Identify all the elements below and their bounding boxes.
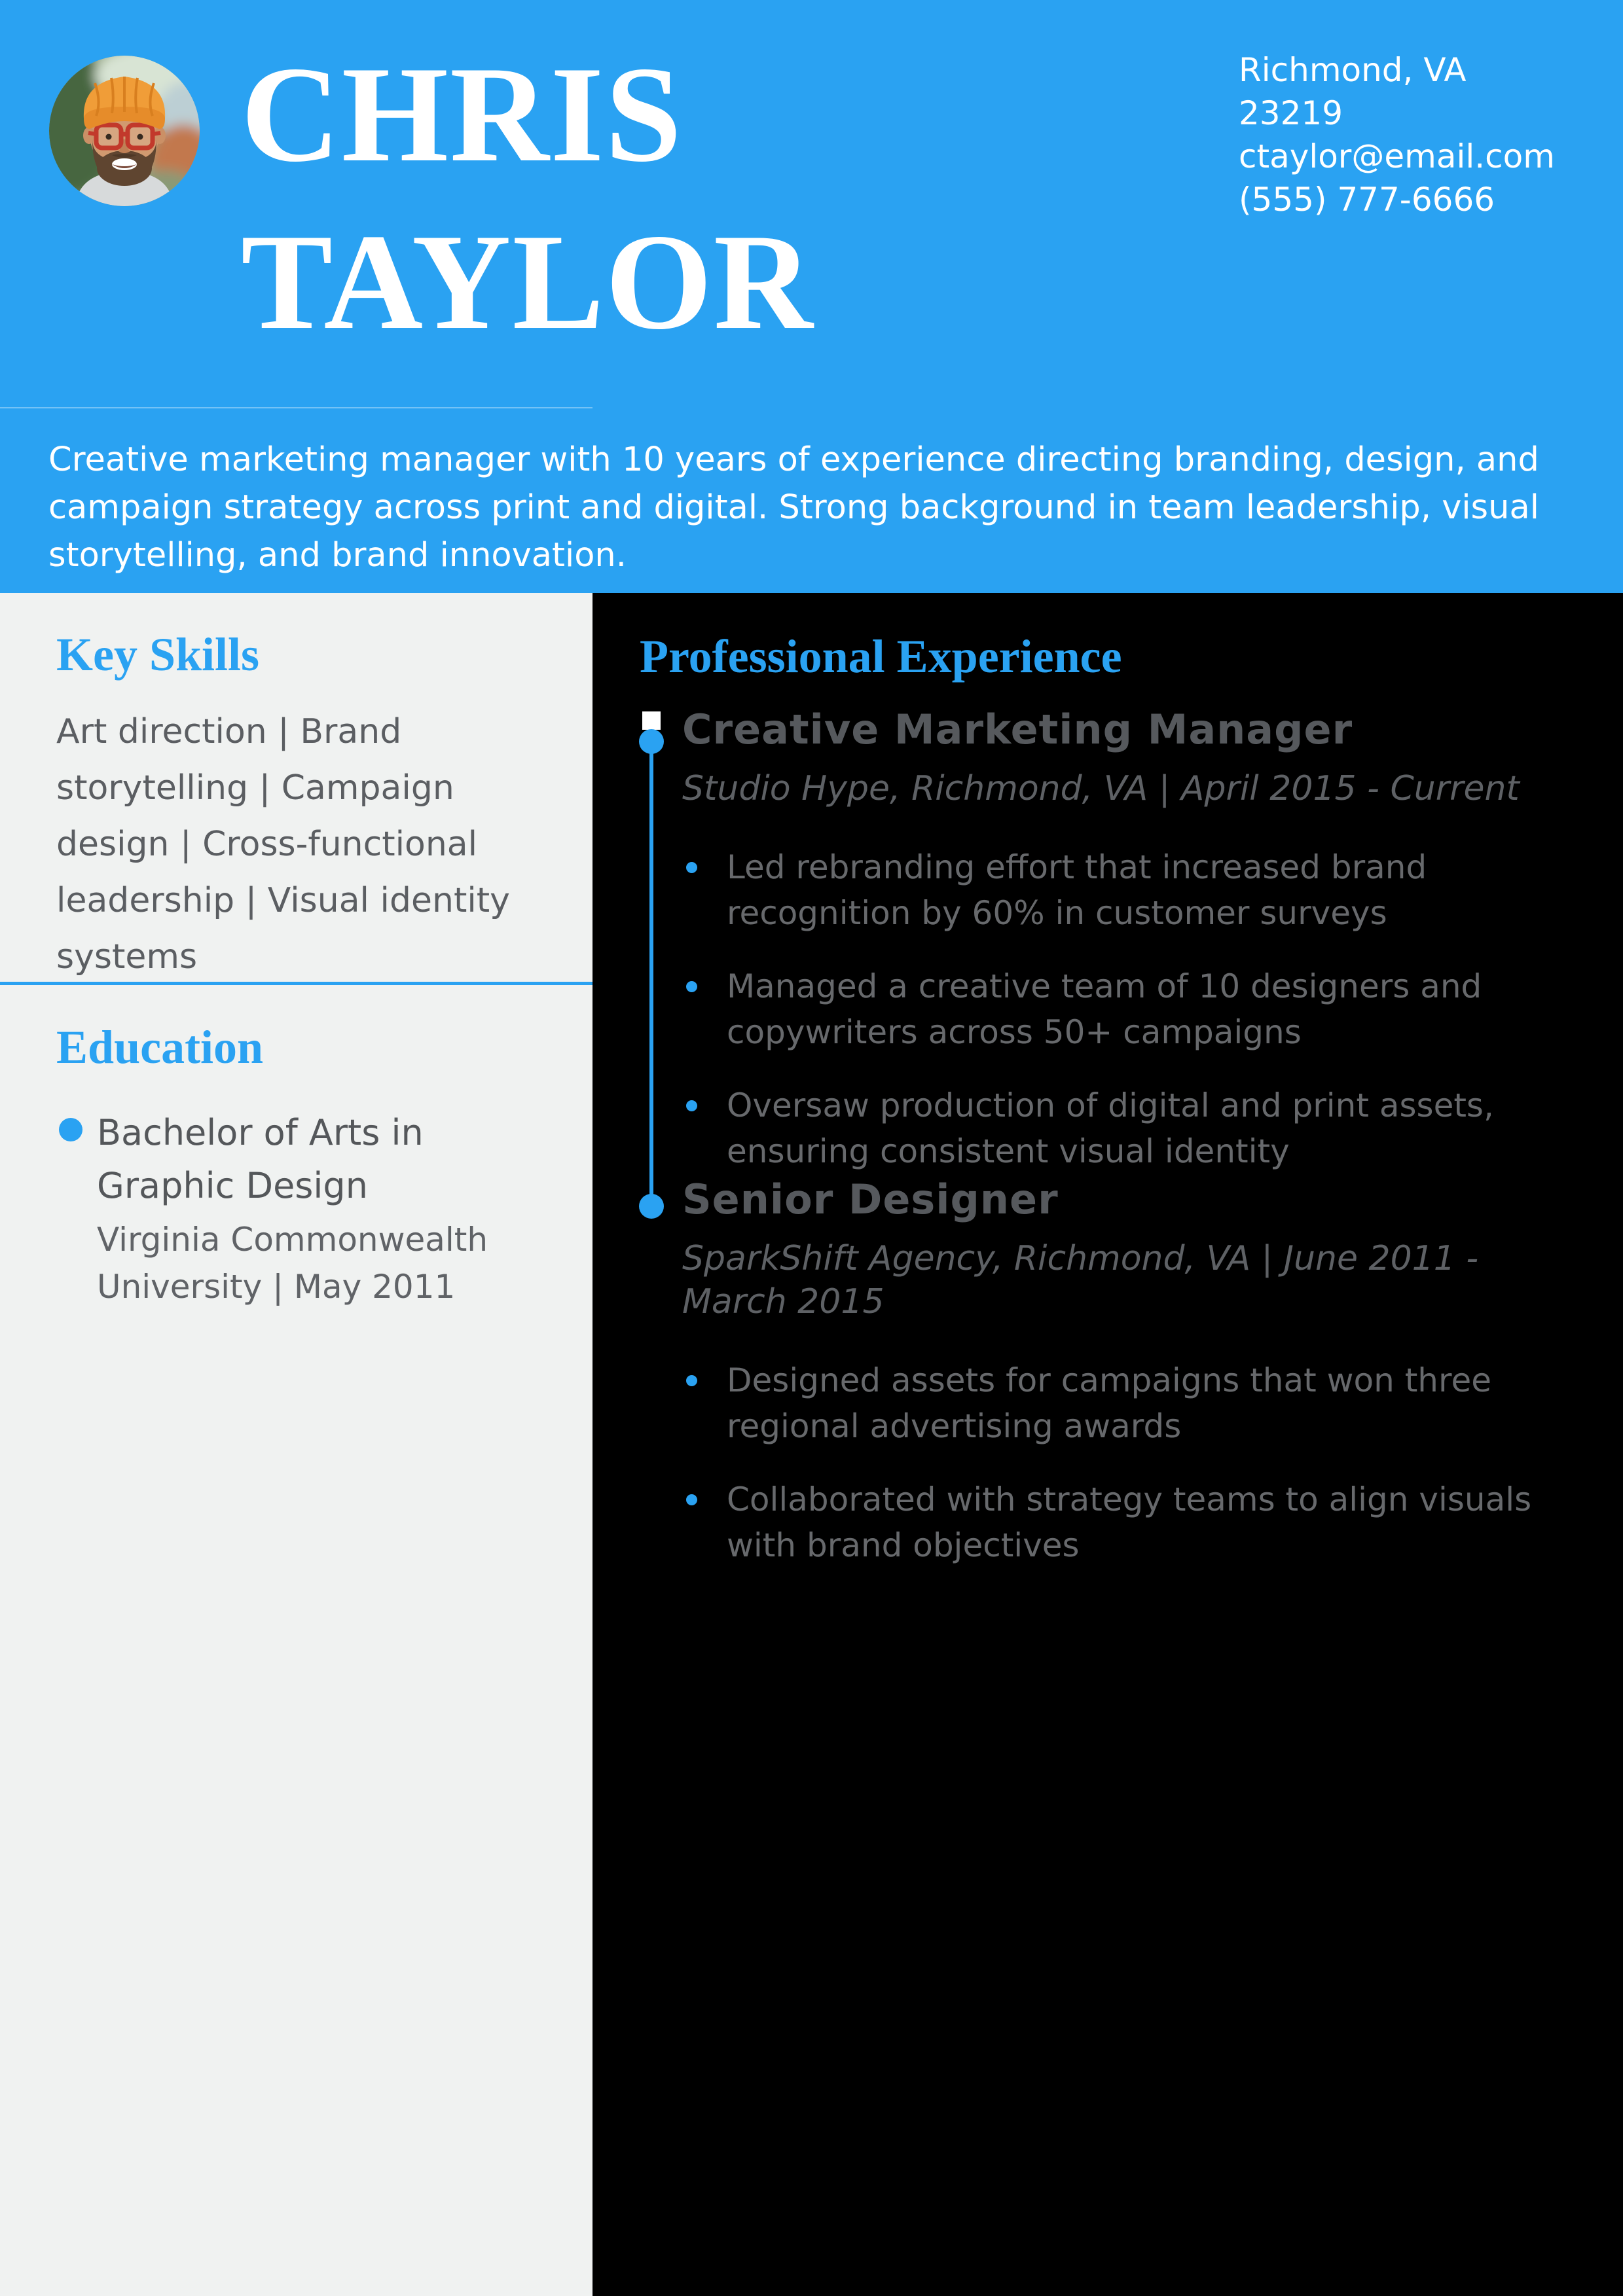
experience-heading: Professional Experience	[640, 630, 1122, 683]
education-institution: Virginia Commonwealth University | May 2011	[97, 1221, 488, 1306]
bullet-dot-icon	[686, 981, 697, 992]
timeline-line	[649, 742, 653, 1206]
job-title: Creative Marketing Manager	[682, 706, 1353, 753]
job-meta: SparkShift Agency, Richmond, VA | June 2011 - March 2015	[682, 1239, 1479, 1321]
bullet-dot-icon	[686, 862, 697, 873]
contact-block	[1239, 48, 1555, 221]
bullet-dot-icon	[686, 1494, 697, 1505]
education-degree: Bachelor of Arts in Graphic Design	[97, 1112, 424, 1206]
profile-photo	[49, 56, 200, 206]
contact-zip: 23219	[1239, 94, 1343, 132]
job-bullet	[682, 963, 1573, 1055]
bullet-dot-icon	[686, 1100, 697, 1111]
job-bullet	[682, 1357, 1573, 1449]
job-meta: Studio Hype, Richmond, VA | April 2015 - Current	[682, 769, 1520, 808]
key-skills-text: Art direction | Brand storytelling | Campaign design | Cross-functional leadership | Visual identity systems	[56, 712, 510, 977]
job-bullet-list	[682, 844, 1573, 1174]
job-bullet	[682, 844, 1573, 936]
candidate-last-name: TAYLOR	[241, 206, 814, 358]
header-divider	[0, 407, 593, 408]
job-bullet	[682, 1477, 1573, 1568]
job-bullet-text: Collaborated with strategy teams to align visuals with brand objectives	[727, 1480, 1532, 1564]
profile-photo-illustration	[49, 56, 200, 206]
job-bullet-text: Oversaw production of digital and print assets, ensuring consistent visual identity	[727, 1086, 1494, 1170]
job-title: Senior Designer	[682, 1175, 1059, 1223]
contact-email: ctaylor@email.com	[1239, 137, 1555, 175]
job-bullet-list	[682, 1357, 1573, 1568]
job-bullet-text: Designed assets for campaigns that won three regional advertising awards	[727, 1361, 1491, 1445]
job-entry	[682, 708, 1573, 1202]
candidate-name	[241, 31, 814, 366]
job-bullet-text: Led rebranding effort that increased brand recognition by 60% in customer surveys	[727, 848, 1427, 932]
candidate-first-name: CHRIS	[241, 39, 684, 190]
job-bullet-text: Managed a creative team of 10 designers and copywriters across 50+ campaigns	[727, 967, 1482, 1051]
education-bullet-dot-icon	[59, 1118, 82, 1141]
timeline-dot-job1	[639, 729, 664, 754]
bullet-dot-icon	[686, 1375, 697, 1386]
timeline-dot-job2	[639, 1194, 664, 1219]
header-band	[0, 0, 1623, 593]
job-entry	[682, 1175, 1573, 1596]
key-skills-heading: Key Skills	[56, 628, 260, 681]
profile-summary: Creative marketing manager with 10 years of experience directing branding, design, and campaign strategy across print and digital. Strong background in team leadership, visual storytelling, and brand innovation.	[48, 440, 1539, 575]
job-bullet	[682, 1083, 1573, 1174]
timeline-start-marker	[642, 711, 661, 730]
education-heading: Education	[56, 1021, 264, 1073]
contact-phone: (555) 777-6666	[1239, 181, 1495, 219]
contact-city: Richmond, VA	[1239, 51, 1467, 89]
section-divider	[0, 982, 593, 985]
